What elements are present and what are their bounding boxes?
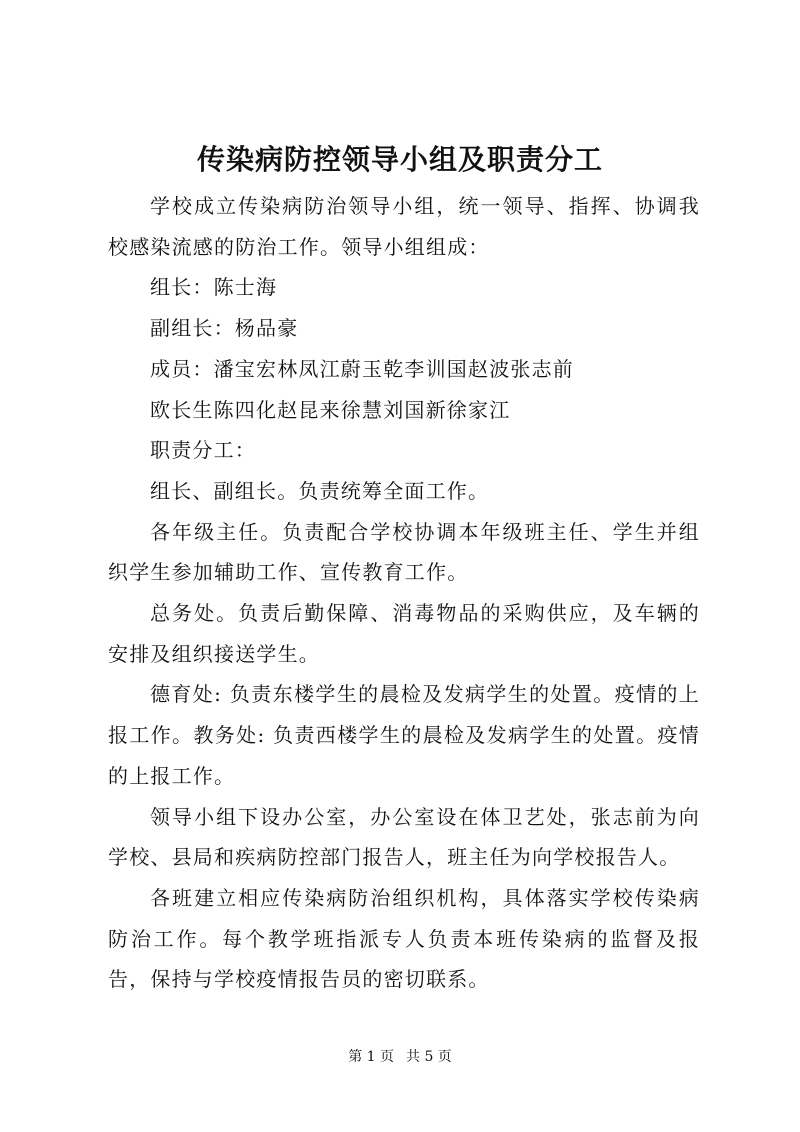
paragraph-intro: 学校成立传染病防治领导小组，统一领导、指挥、协调我校感染流感的防治工作。领导小组组成：	[108, 194, 700, 259]
paragraph-grade-directors: 各年级主任。负责配合学校协调本年级班主任、学生并组织学生参加辅助工作、宣传教育工作。	[108, 519, 700, 585]
paragraph-class-organization: 各班建立相应传染病防治组织机构，具体落实学校传染病防治工作。每个教学班指派专人负责本班传染病的监督及报告，保持与学校疫情报告员的密切联系。	[108, 885, 700, 992]
paragraph-general-affairs: 总务处。负责后勤保障、消毒物品的采购供应，及车辆的安排及组织接送学生。	[108, 601, 700, 666]
page-number: 第 1 页	[348, 1049, 394, 1065]
document-title: 传染病防控领导小组及职责分工	[196, 143, 603, 176]
paragraph-leader-duties: 组长、副组长。负责统筹全面工作。	[150, 478, 490, 503]
paragraph-duties-heading: 职责分工：	[150, 438, 256, 463]
paragraph-members: 成员：潘宝宏林凤江蔚玉乾李训国赵波张志前	[150, 356, 574, 381]
document-body	[108, 186, 700, 1000]
page-total: 共 5 页	[406, 1049, 452, 1065]
paragraph-members-continued: 欧长生陈四化赵昆来徐慧刘国新徐家江	[150, 397, 511, 422]
paragraph-deputy-leader: 副组长：杨品豪	[150, 316, 299, 341]
paragraph-leader: 组长：陈士海	[150, 275, 278, 300]
page-footer	[0, 1047, 800, 1067]
paragraph-moral-education: 德育处: 负责东楼学生的晨检及发病学生的处置。疫情的上报工作。教务处: 负责西楼学生的晨检及发病学生的处置。疫情的上报工作。	[108, 682, 700, 788]
paragraph-office: 领导小组下设办公室，办公室设在体卫艺处，张志前为向学校、县局和疾病防控部门报告人，班主任为向学校报告人。	[108, 804, 700, 870]
